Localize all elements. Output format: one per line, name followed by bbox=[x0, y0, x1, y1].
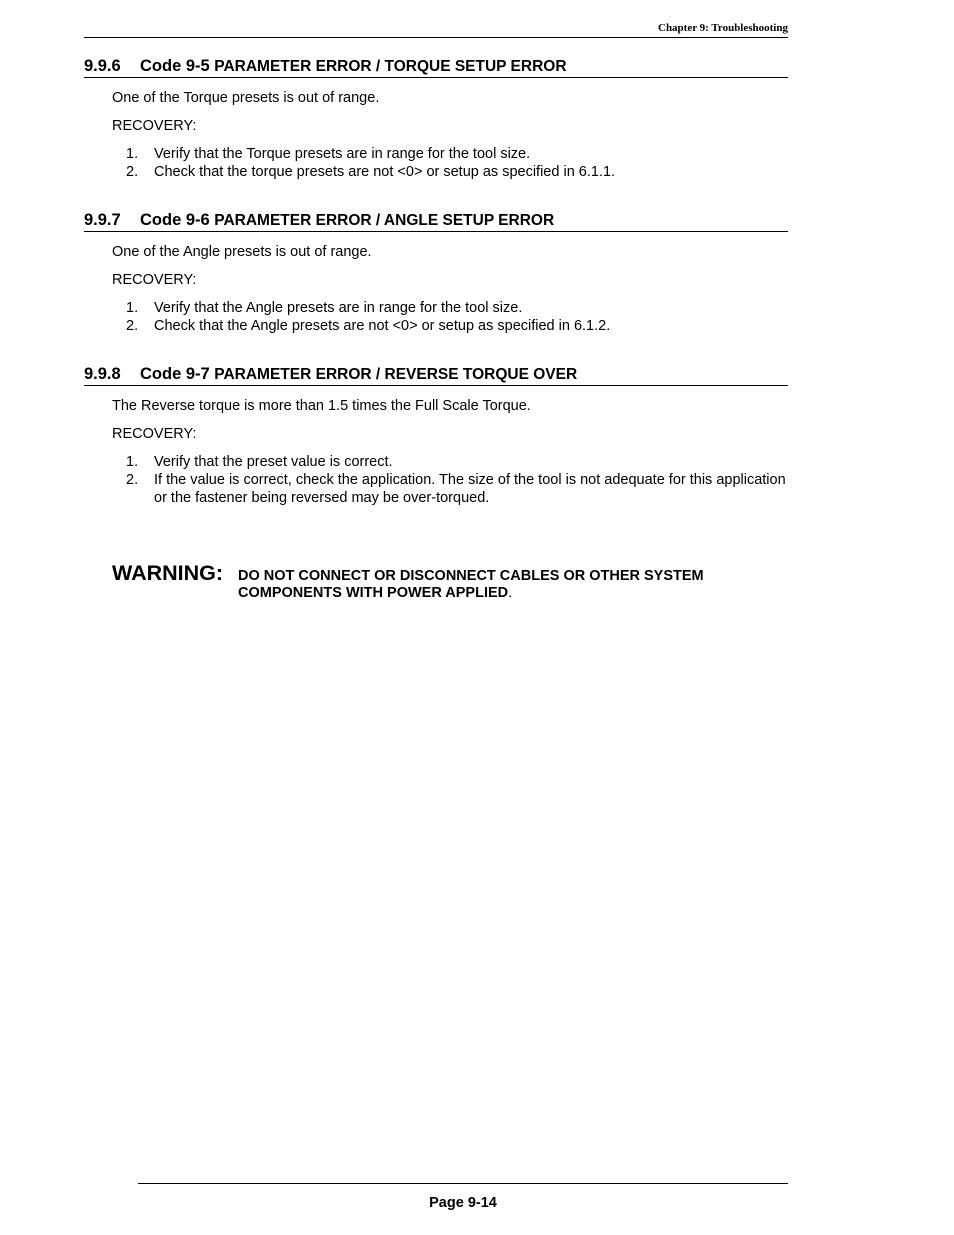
list-item bbox=[84, 317, 788, 335]
warning-period: . bbox=[508, 585, 513, 601]
section-description: One of the Angle presets is out of range. bbox=[112, 244, 372, 260]
step-text: Check that the Angle presets are not <0> or setup as specified in 6.1.2. bbox=[154, 318, 611, 334]
step-text: Verify that the Torque presets are in range for the tool size. bbox=[154, 146, 531, 162]
step-text: If the value is correct, check the application. The size of the tool is not adequate for this application or the fastener being reversed may be over-torqued. bbox=[154, 472, 786, 506]
warning-text-line-2: COMPONENTS WITH POWER APPLIED bbox=[238, 585, 509, 601]
step-number: 2. bbox=[126, 472, 139, 488]
running-header bbox=[84, 22, 788, 38]
warning-text-line-1: DO NOT CONNECT OR DISCONNECT CABLES OR OTHER SYSTEM bbox=[238, 568, 704, 584]
recovery-steps bbox=[84, 453, 788, 507]
step-number: 2. bbox=[126, 318, 139, 334]
step-text: Verify that the preset value is correct. bbox=[154, 454, 393, 470]
section-title: PARAMETER ERROR / TORQUE SETUP ERROR bbox=[214, 58, 567, 75]
section-number: 9.9.8 bbox=[84, 365, 121, 383]
list-item bbox=[84, 145, 788, 163]
warning-box bbox=[112, 560, 772, 602]
step-number: 1. bbox=[126, 146, 139, 162]
section-title: PARAMETER ERROR / ANGLE SETUP ERROR bbox=[214, 212, 555, 229]
section-number: 9.9.6 bbox=[84, 57, 121, 75]
step-number: 1. bbox=[126, 300, 139, 316]
section-number: 9.9.7 bbox=[84, 211, 121, 229]
section-9-9-7 bbox=[84, 211, 788, 335]
step-text: Check that the torque presets are not <0> or setup as specified in 6.1.1. bbox=[154, 164, 616, 180]
section-description: The Reverse torque is more than 1.5 times the Full Scale Torque. bbox=[112, 398, 531, 414]
section-9-9-6 bbox=[84, 57, 788, 181]
footer-rule bbox=[138, 1183, 788, 1184]
warning-label: WARNING: bbox=[112, 561, 224, 585]
list-item bbox=[84, 453, 788, 471]
step-text: Verify that the Angle presets are in range for the tool size. bbox=[154, 300, 523, 316]
recovery-label: RECOVERY: bbox=[112, 426, 197, 442]
section-9-9-8 bbox=[84, 365, 788, 507]
warning-line-1 bbox=[112, 560, 772, 586]
section-heading bbox=[84, 57, 788, 78]
list-item bbox=[84, 299, 788, 317]
list-item bbox=[84, 471, 788, 507]
recovery-label: RECOVERY: bbox=[112, 272, 197, 288]
error-code: Code 9-7 bbox=[140, 365, 210, 383]
step-number: 2. bbox=[126, 164, 139, 180]
page-number: Page 9-14 bbox=[429, 1195, 497, 1211]
recovery-steps bbox=[84, 299, 788, 335]
section-heading bbox=[84, 365, 788, 386]
list-item bbox=[84, 163, 788, 181]
recovery-label: RECOVERY: bbox=[112, 118, 197, 134]
warning-line-2 bbox=[112, 584, 772, 602]
step-number: 1. bbox=[126, 454, 139, 470]
error-code: Code 9-6 bbox=[140, 211, 210, 229]
section-title: PARAMETER ERROR / REVERSE TORQUE OVER bbox=[214, 366, 578, 383]
section-description: One of the Torque presets is out of range. bbox=[112, 90, 380, 106]
section-heading bbox=[84, 211, 788, 232]
chapter-title: Chapter 9: Troubleshooting bbox=[658, 22, 788, 34]
error-code: Code 9-5 bbox=[140, 57, 210, 75]
recovery-steps bbox=[84, 145, 788, 181]
